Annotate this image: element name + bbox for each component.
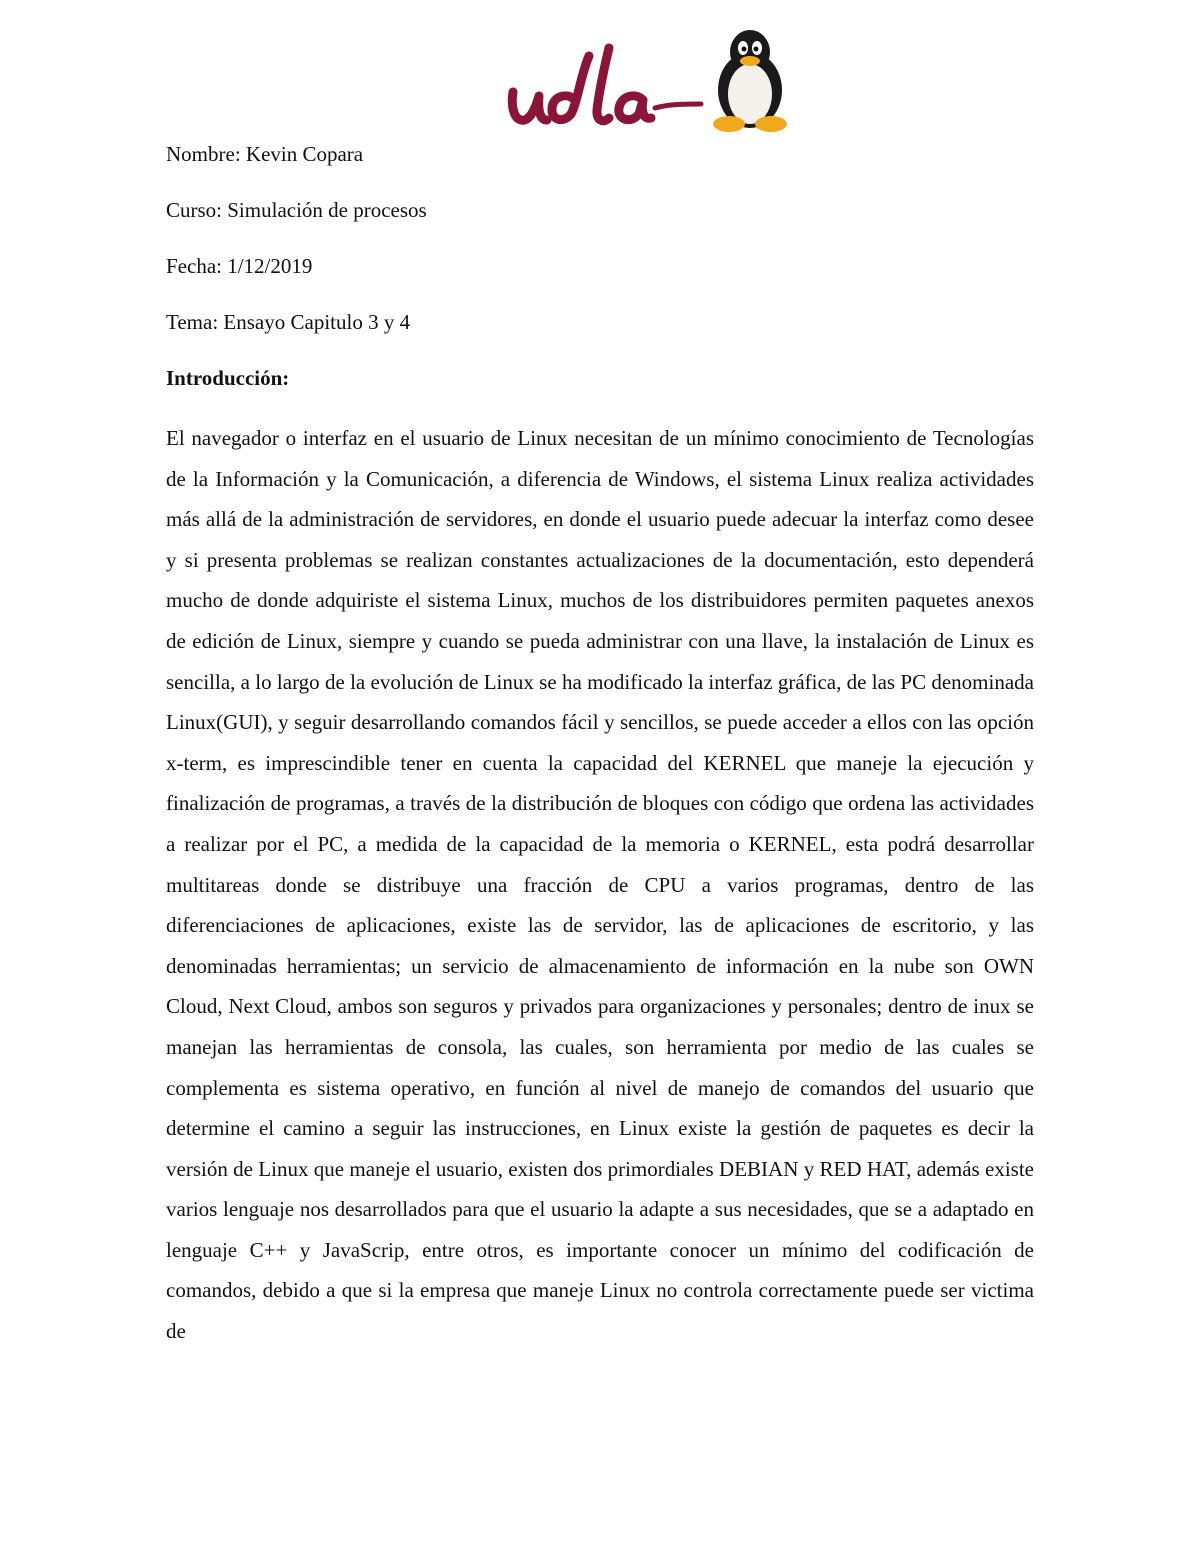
student-name: Nombre: Kevin Copara xyxy=(166,142,364,166)
introduction-paragraph: El navegador o interfaz en el usuario de Linux necesitan de un mínimo conocimiento de Tecnologías de la Información y la Comunicación, a diferencia de Windows, el sistema Linux realiza actividades más allá de la administración de servidores, en donde el usuario puede adecuar la interfaz como desee y si presenta problemas se realizan constantes actualizaciones de la documentación, esto dependerá mucho de donde adquiriste el sistema Linux, muchos de los distribuidores permiten paquetes anexos de edición de Linux, siempre y cuando se pueda administrar con una llave, la instalación de Linux es sencilla, a lo largo de la evolución de Linux se ha modificado la interfaz gráfica, de las PC denominada Linux(GUI), y seguir desarrollando comandos fácil y sencillos, se puede acceder a ellos con las opción x-term, es imprescindible tener en cuenta la capacidad del KERNEL que maneje la ejecución y finalización de programas, a través de la distribución de bloques con código que ordena las actividades a realizar por el PC, a medida de la capacidad de la memoria o KERNEL, esta podrá desarrollar multitareas donde se distribuye una fracción de CPU a varios programas, dentro de las diferenciaciones de aplicaciones, existe las de servidor, las de aplicaciones de escritorio, y las denominadas herramientas; un servicio de almacenamiento de información en la nube son OWN Cloud, Next Cloud, ambos son seguros y privados para organizaciones y personales; dentro de inux se manejan las herramientas de consola, las cuales, son herramienta por medio de las cuales se complementa es sistema operativo, en función al nivel de manejo de comandos del usuario que determine el camino a seguir las instrucciones, en Linux existe la gestión de paquetes es decir la versión de Linux que maneje el usuario, existen dos primordiales DEBIAN y RED HAT, además existe varios lenguaje nos desarrollados para que el usuario la adapte a sus necesidades, que se a adaptado en lenguaje C++ y JavaScrip, entre otros, es importante conocer un mínimo del codificación de comandos, debido a que si la empresa que maneje Linux no controla correctamente puede ser victima de xyxy=(166,426,1034,1344)
introduction-heading: Introducción: xyxy=(166,366,290,390)
topic-line: Tema: Ensayo Capitulo 3 y 4 xyxy=(166,310,411,334)
course-name: Curso: Simulación de procesos xyxy=(166,198,427,222)
header-logos xyxy=(505,28,805,138)
udla-logo xyxy=(505,34,705,129)
date-line: Fecha: 1/12/2019 xyxy=(166,254,313,278)
tux-penguin-logo xyxy=(703,28,797,134)
